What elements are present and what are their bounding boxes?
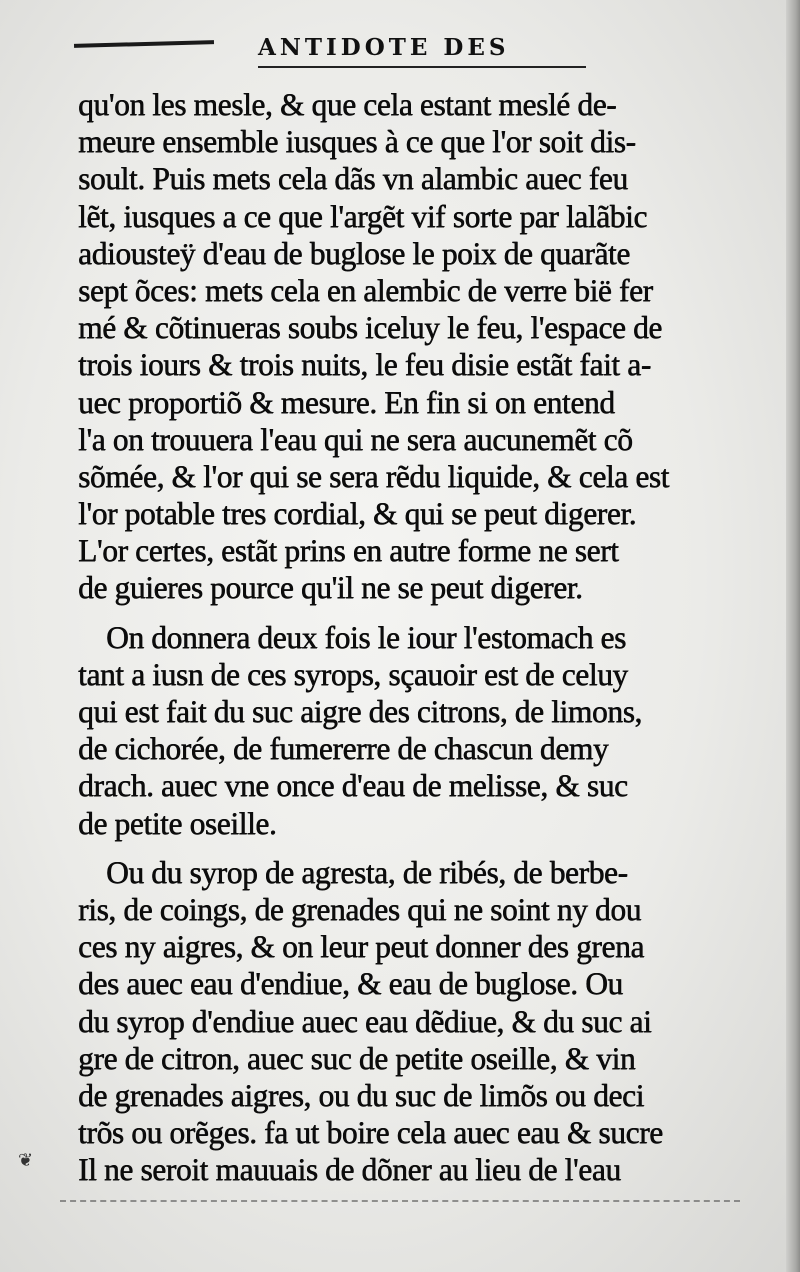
text-line: drach. auec vne once d'eau de melisse, & suc [78,768,628,804]
page-header [72,34,772,74]
text-line: gre de citron, auec suc de petite oseille, & vin [78,1040,636,1076]
text-line: adiousteÿ d'eau de buglose le poix de quarãte [78,235,630,271]
text-line: soult. Puis mets cela dãs vn alambic auec feu [78,161,628,197]
printer-ornament-icon: ❦ [18,1150,34,1171]
text-line: des auec eau d'endiue, & eau de buglose. Ou [78,966,623,1002]
text-line: qu'on les mesle, & que cela estant meslé de- [78,87,617,122]
main-text-block [78,86,748,1188]
text-line: du syrop d'endiue auec eau dẽdiue, & du suc ai [78,1003,652,1039]
text-line: L'or certes, estãt prins en autre forme ne sert [78,533,619,569]
text-line: l'or potable tres cordial, & qui se peut digerer. [78,496,637,532]
text-line: mé & cõtinueras soubs iceluy le feu, l'espace de [78,310,662,346]
text-line: lẽt, iusques a ce que l'argẽt vif sorte par lalãbic [78,198,647,234]
text-line: uec proportiõ & mesure. En fin si on entend [78,384,615,420]
paragraph-1 [78,86,748,532]
header-ornament-rule [74,40,214,48]
text-line: sõmée, & l'or qui se sera rẽdu liquide, & cela est [78,458,669,494]
paragraph-2 [78,532,748,606]
text-line: Ou du syrop de agresta, de ribés, de berbe- [106,854,628,890]
text-line: tant a iusn de ces syrops, sçauoir est de celuy [78,656,628,692]
text-line: de guieres pource qu'il ne se peut digerer. [78,570,583,606]
text-line: de grenades aigres, ou du suc de limõs ou deci [78,1077,644,1113]
text-line: sept õces: mets cela en alembic de verre bië fer [78,272,653,308]
text-line: l'a on trouuera l'eau qui ne sera aucunemẽt cõ [78,421,633,457]
text-line: trois iours & trois nuits, le feu disie estãt fait a- [78,347,651,383]
page-binding-edge [786,0,800,1272]
running-head: ANTIDOTE DES [258,34,510,61]
running-head-rule [258,66,586,68]
paragraph-3 [78,619,748,842]
text-line: ces ny aigres, & on leur peut donner des grena [78,929,644,965]
text-line: On donnera deux fois le iour l'estomach es [106,619,626,655]
text-line: de petite oseille. [78,805,277,841]
text-line: de cichorée, de fumererre de chascun demy [78,731,609,767]
text-line: trõs ou orẽges. fa ut boire cela auec eau & sucre [78,1115,663,1151]
text-line: qui est fait du suc aigre des citrons, de limons, [78,694,642,729]
text-line: Il ne seroit mauuais de dõner au lieu de l'eau [78,1152,621,1188]
text-line: ris, de coings, de grenades qui ne soint ny dou [78,891,641,927]
paragraph-4 [78,854,748,1189]
text-line: meure ensemble iusques à ce que l'or soit dis- [78,124,636,160]
bottom-margin-rule [60,1200,740,1204]
